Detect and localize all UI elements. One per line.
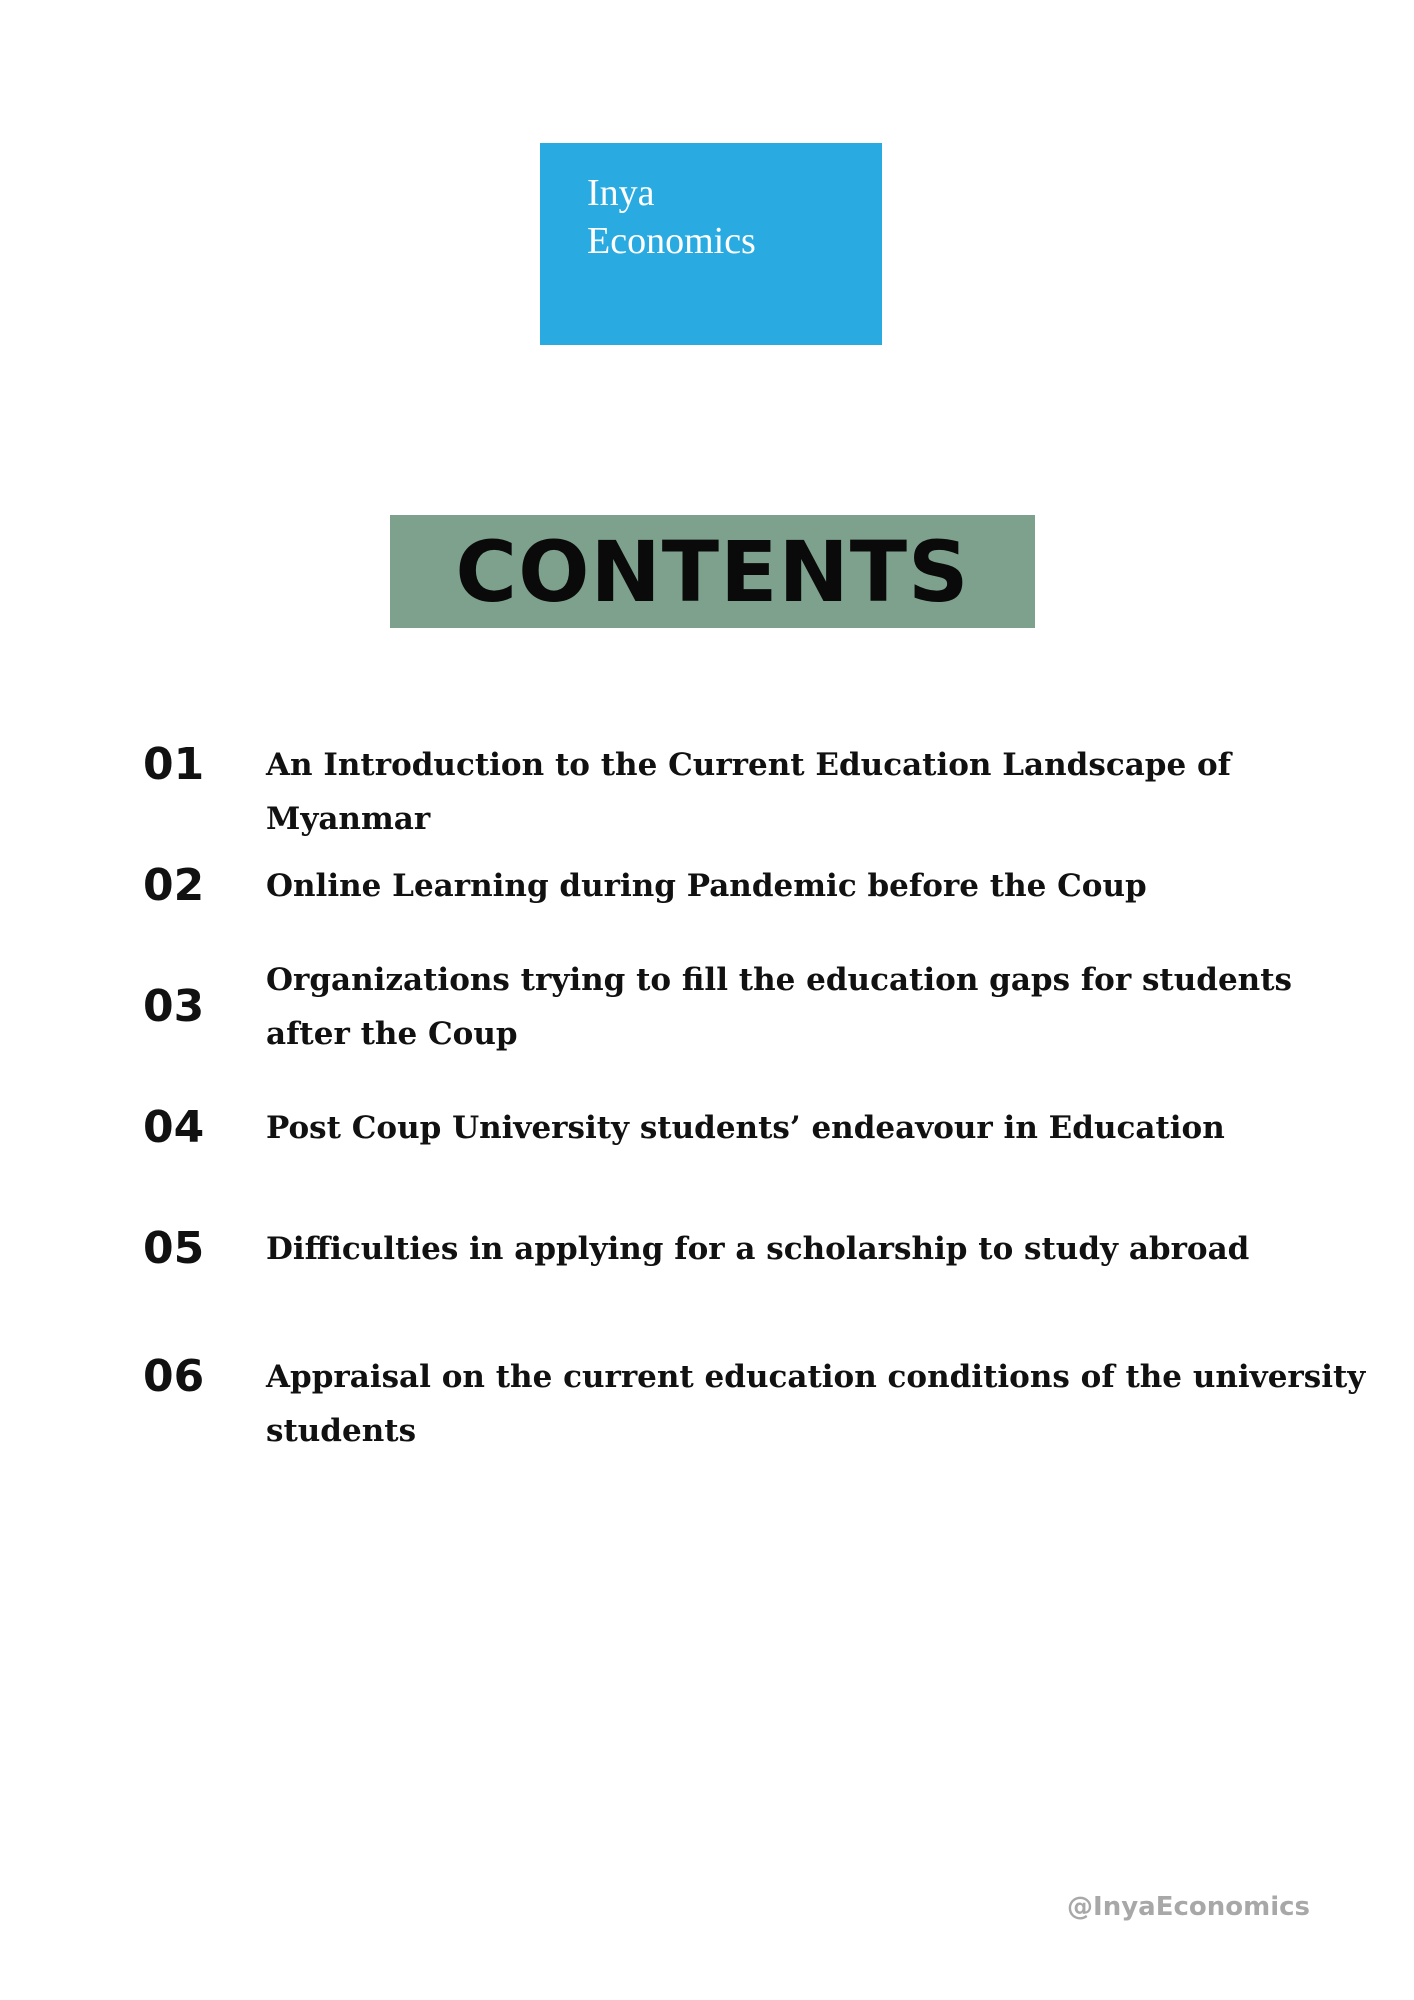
contents-heading-box — [390, 515, 1035, 628]
toc-number: 06 — [143, 1351, 205, 1402]
toc-title: Appraisal on the current education conditions of the university students — [266, 1359, 1366, 1449]
toc-title: Difficulties in applying for a scholarship to study abroad — [266, 1231, 1250, 1267]
contents-heading: CONTENTS — [455, 522, 970, 621]
toc-title: Online Learning during Pandemic before the Coup — [266, 868, 1147, 904]
logo — [540, 143, 882, 345]
toc-title: Post Coup University students’ endeavour in Education — [266, 1110, 1225, 1146]
toc-number: 05 — [143, 1223, 205, 1274]
logo-line-2: Economics — [587, 220, 756, 262]
toc-number: 02 — [143, 860, 205, 911]
toc-number: 04 — [143, 1102, 205, 1153]
toc-number: 03 — [143, 981, 205, 1032]
toc-title: Organizations trying to fill the education gaps for students after the Coup — [266, 962, 1292, 1052]
logo-line-1: Inya — [587, 172, 655, 214]
toc-number: 01 — [143, 739, 205, 790]
social-handle: @InyaEconomics — [1067, 1892, 1310, 1922]
toc-title: An Introduction to the Current Education Landscape of Myanmar — [266, 747, 1231, 837]
